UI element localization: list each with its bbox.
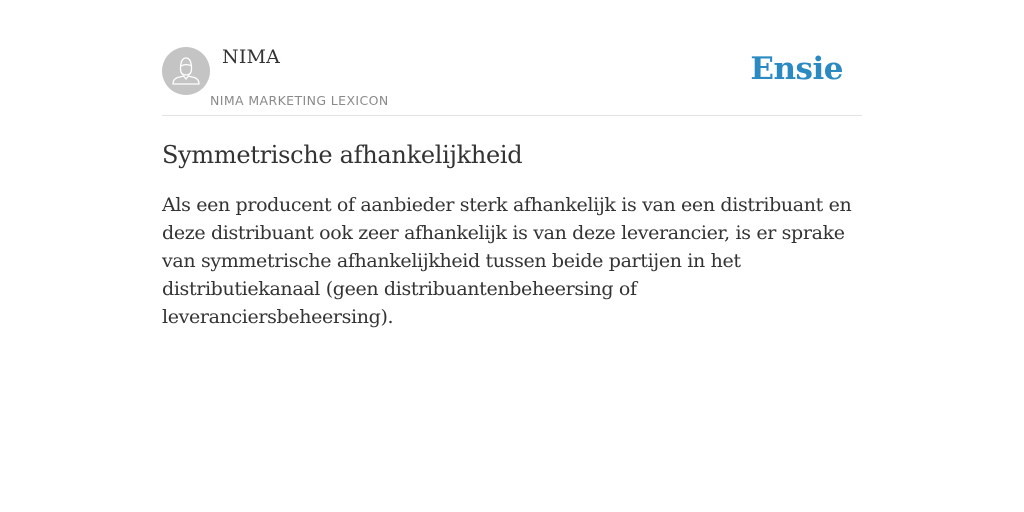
user-silhouette-icon bbox=[162, 47, 210, 95]
author-subtitle-link[interactable]: NIMA MARKETING LEXICON bbox=[210, 93, 389, 108]
ensie-logo[interactable]: Ensie bbox=[750, 51, 843, 87]
entry-title: Symmetrische afhankelijkheid bbox=[162, 141, 523, 169]
definition-card bbox=[162, 40, 862, 331]
card-header bbox=[162, 40, 862, 116]
entry-definition: Als een producent of aanbieder sterk afhankelijk is van een distribuant en deze distribuant ook zeer afhankelijk is van deze leverancier, is er sprake van symmetrische afhankelijkheid tussen beide partijen in het distributiekanaal (geen distribuantenbeheersing of leveranciersbeheersing). bbox=[162, 194, 852, 328]
author-name-link[interactable]: NIMA bbox=[222, 46, 281, 68]
author-avatar[interactable] bbox=[162, 47, 210, 95]
